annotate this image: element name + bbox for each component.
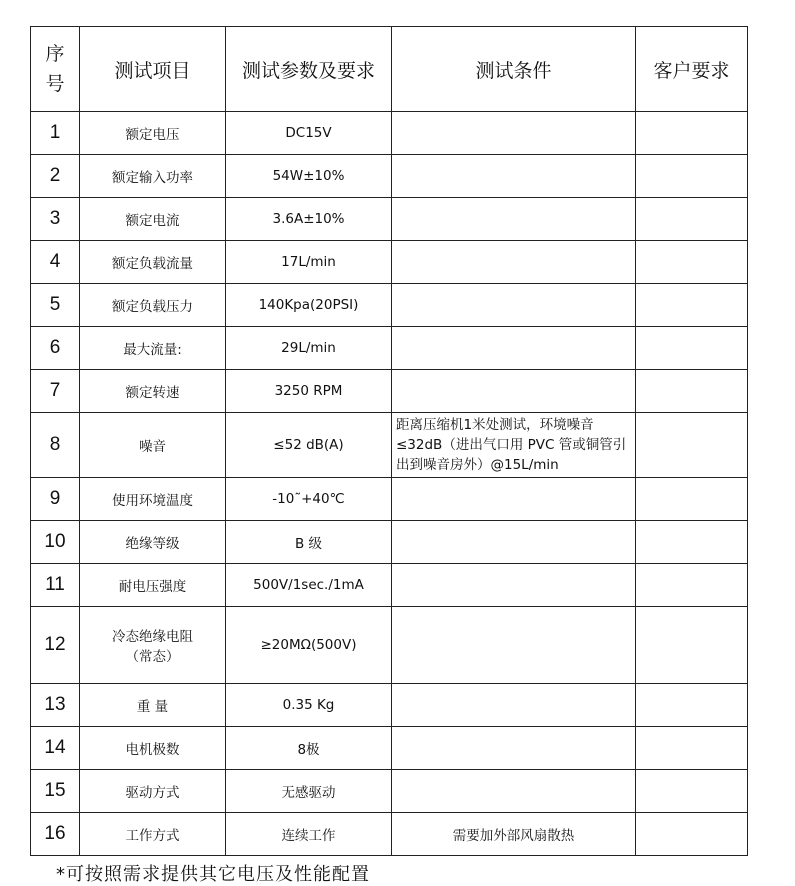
- table-row: [31, 327, 748, 370]
- header-index-bottom: 号: [45, 73, 65, 95]
- row-customer: [636, 155, 748, 198]
- table-row: [31, 241, 748, 284]
- row-item: 绝缘等级: [80, 521, 226, 564]
- row-index: 7: [31, 370, 80, 413]
- row-index: 3: [31, 198, 80, 241]
- header-customer: 客户要求: [636, 27, 748, 112]
- row-item: 额定转速: [80, 370, 226, 413]
- row-param: 29L/min: [226, 327, 392, 370]
- row-index: 14: [31, 727, 80, 770]
- table-row: [31, 413, 748, 478]
- header-index: [31, 27, 80, 112]
- row-param: 连续工作: [226, 813, 392, 856]
- row-index: 6: [31, 327, 80, 370]
- row-customer: [636, 727, 748, 770]
- row-param: 8极: [226, 727, 392, 770]
- row-condition: 距离压缩机1米处测试，环境噪音≤32dB（进出气口用 PVC 管或铜管引出到噪音房外）@15L/min: [392, 413, 636, 478]
- row-condition: [392, 112, 636, 155]
- row-index: 16: [31, 813, 80, 856]
- row-item: 冷态绝缘电阻 （常态）: [80, 607, 226, 684]
- row-customer: [636, 521, 748, 564]
- row-condition: [392, 684, 636, 727]
- row-param: DC15V: [226, 112, 392, 155]
- row-item: 工作方式: [80, 813, 226, 856]
- header-condition: 测试条件: [392, 27, 636, 112]
- row-index: 9: [31, 478, 80, 521]
- row-customer: [636, 564, 748, 607]
- row-param: ≥20MΩ(500V): [226, 607, 392, 684]
- row-customer: [636, 413, 748, 478]
- row-index: 10: [31, 521, 80, 564]
- row-index: 2: [31, 155, 80, 198]
- table-row: [31, 478, 748, 521]
- table-row: [31, 521, 748, 564]
- row-customer: [636, 478, 748, 521]
- row-condition: [392, 564, 636, 607]
- spec-table: [30, 26, 748, 856]
- row-condition: [392, 521, 636, 564]
- row-index: 12: [31, 607, 80, 684]
- row-param: 无感驱动: [226, 770, 392, 813]
- table-row: [31, 198, 748, 241]
- table-row: [31, 727, 748, 770]
- row-index: 4: [31, 241, 80, 284]
- table-row: [31, 813, 748, 856]
- table-body: [31, 112, 748, 856]
- row-item: 额定电流: [80, 198, 226, 241]
- row-condition: [392, 284, 636, 327]
- row-param: 17L/min: [226, 241, 392, 284]
- row-param: 500V/1sec./1mA: [226, 564, 392, 607]
- table-row: [31, 770, 748, 813]
- row-param: 3.6A±10%: [226, 198, 392, 241]
- row-customer: [636, 607, 748, 684]
- row-condition: [392, 478, 636, 521]
- row-condition: [392, 607, 636, 684]
- row-customer: [636, 770, 748, 813]
- row-condition: [392, 198, 636, 241]
- table-row: [31, 112, 748, 155]
- row-param: 140Kpa(20PSI): [226, 284, 392, 327]
- row-item: 驱动方式: [80, 770, 226, 813]
- row-param: 0.35 Kg: [226, 684, 392, 727]
- row-item: 使用环境温度: [80, 478, 226, 521]
- row-customer: [636, 241, 748, 284]
- row-condition: [392, 155, 636, 198]
- table-row: [31, 607, 748, 684]
- row-item: 额定电压: [80, 112, 226, 155]
- table-row: [31, 155, 748, 198]
- row-item: 额定负载压力: [80, 284, 226, 327]
- row-item: 电机极数: [80, 727, 226, 770]
- row-index: 8: [31, 413, 80, 478]
- header-param: 测试参数及要求: [226, 27, 392, 112]
- row-customer: [636, 284, 748, 327]
- row-item: 额定输入功率: [80, 155, 226, 198]
- row-param: -10˜+40℃: [226, 478, 392, 521]
- row-customer: [636, 112, 748, 155]
- row-item: 额定负载流量: [80, 241, 226, 284]
- row-item: 重 量: [80, 684, 226, 727]
- row-index: 1: [31, 112, 80, 155]
- row-param: ≤52 dB(A): [226, 413, 392, 478]
- row-param: 3250 RPM: [226, 370, 392, 413]
- header-item: 测试项目: [80, 27, 226, 112]
- row-customer: [636, 370, 748, 413]
- row-customer: [636, 198, 748, 241]
- row-param: 54W±10%: [226, 155, 392, 198]
- row-index: 5: [31, 284, 80, 327]
- row-item: 耐电压强度: [80, 564, 226, 607]
- header-row: [31, 27, 748, 112]
- row-condition: [392, 727, 636, 770]
- row-condition: [392, 327, 636, 370]
- row-customer: [636, 327, 748, 370]
- table-row: [31, 684, 748, 727]
- row-item: 最大流量:: [80, 327, 226, 370]
- row-index: 13: [31, 684, 80, 727]
- row-param: B 级: [226, 521, 392, 564]
- table-row: [31, 564, 748, 607]
- header-index-top: 序: [45, 43, 65, 65]
- row-condition: [392, 370, 636, 413]
- row-customer: [636, 813, 748, 856]
- row-index: 15: [31, 770, 80, 813]
- row-item: 噪音: [80, 413, 226, 478]
- table-row: [31, 284, 748, 327]
- row-index: 11: [31, 564, 80, 607]
- row-condition: [392, 770, 636, 813]
- row-condition: 需要加外部风扇散热: [392, 813, 636, 856]
- footnote: *可按照需求提供其它电压及性能配置: [56, 864, 370, 885]
- table-row: [31, 370, 748, 413]
- row-condition: [392, 241, 636, 284]
- row-customer: [636, 684, 748, 727]
